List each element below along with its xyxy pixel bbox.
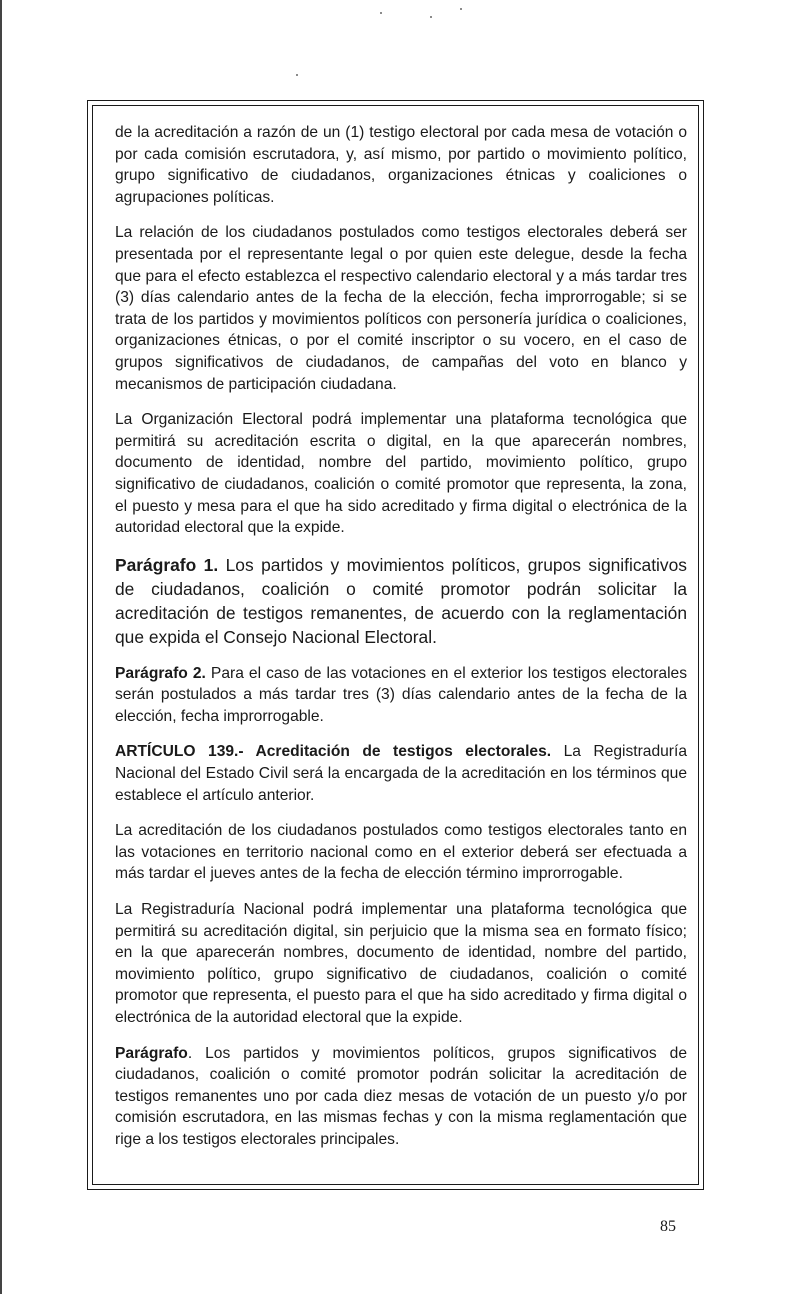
scan-speck — [430, 16, 432, 18]
paragrafo-final — [115, 1043, 687, 1151]
paragrafo-1-text: Los partidos y movimientos políticos, grupos significativos de ciudadanos, coalición o comité promotor podrán solicitar la acreditación de testigos remanentes, de acuerdo con la reglamentación que expida el Consejo Nacional Electoral. — [115, 554, 687, 647]
paragraph-1 — [115, 122, 687, 208]
paragraph-7-text: La acreditación de los ciudadanos postulados como testigos electorales tanto en las votaciones en territorio nacional como en el exterior deberá ser efectuada a más tardar el jueves antes de la fecha de elección término improrrogable. — [115, 822, 687, 883]
paragrafo-2 — [115, 663, 687, 728]
paragraph-7 — [115, 820, 687, 885]
paragrafo-2-heading: Parágrafo 2. — [115, 664, 206, 682]
scan-speck — [380, 12, 382, 14]
paragrafo-1-heading: Parágrafo 1. — [115, 554, 219, 575]
paragraph-8-text: La Registraduría Nacional podrá implementar una plataforma tecnológica que permitirá su acreditación digital, sin perjuicio que la misma sea en formato físico; en la que aparecerán nombres, documento de identidad, nombre del partido, movimiento político, grupo significativo de ciudadanos, coalición o comité promotor que representa, el puesto para el que ha sido acreditado y firma digital o electrónica de la autoridad electoral que la expide. — [115, 901, 687, 1026]
scan-left-edge — [0, 0, 2, 1294]
articulo-139-heading: ARTÍCULO 139.- Acreditación de testigos electorales. — [115, 743, 552, 761]
document-body — [115, 122, 687, 1165]
paragraph-3 — [115, 409, 687, 539]
paragraph-8 — [115, 899, 687, 1029]
scan-speck — [460, 8, 462, 10]
paragraph-2 — [115, 222, 687, 395]
paragrafo-1 — [115, 553, 687, 649]
paragrafo-final-heading: Parágrafo — [115, 1044, 188, 1062]
page-number: 85 — [660, 1218, 676, 1235]
paragrafo-2-text: Para el caso de las votaciones en el exterior los testigos electorales serán postulados a más tardar tres (3) días calendario antes de la fecha de la elección, fecha improrrogable. — [115, 664, 687, 725]
paragraph-1-text: de la acreditación a razón de un (1) testigo electoral por cada mesa de votación o por cada comisión escrutadora, y, así mismo, por partido o movimiento político, grupo significativo de ciudadanos, organizaciones étnicas y coaliciones o agrupaciones políticas. — [115, 124, 687, 206]
articulo-139-text: La Registraduría Nacional del Estado Civil será la encargada de la acreditación en los términos que establece el artículo anterior. — [115, 743, 687, 804]
scan-speck — [296, 74, 298, 76]
paragraph-3-text: La Organización Electoral podrá implementar una plataforma tecnológica que permitirá su acreditación escrita o digital, en la que aparecerán nombres, documento de identidad, nombre del partido, movimiento político, grupo significativo de ciudadanos, coalición o comité promotor que representa, la zona, el puesto y mesa para el que ha sido acreditado y firma digital o electrónica de la autoridad electoral que la expide. — [115, 411, 687, 537]
paragraph-2-text: La relación de los ciudadanos postulados como testigos electorales deberá ser presentada por el representante legal o por quien este delegue, desde la fecha que para el efecto establezca el respectivo calendario electoral y a más tardar tres (3) días calendario antes de la fecha de la elección, fecha improrrogable; si se trata de los partidos y movimientos políticos con personería jurídica o coaliciones, organizaciones étnicas, o por el comité inscriptor o su vocero, en el caso de grupos significativos de ciudadanos, de campañas del voto en blanco y mecanismos de participación ciudadana. — [115, 224, 687, 393]
articulo-139 — [115, 741, 687, 806]
paragrafo-final-text: . Los partidos y movimientos políticos, grupos significativos de ciudadanos, coalición o comité promotor podrán solicitar la acreditación de testigos remanentes uno por cada diez mesas de votación de un puesto y/o por comisión escrutadora, en las mismas fechas y con la misma reglamentación que rige a los testigos electorales principales. — [115, 1044, 687, 1148]
